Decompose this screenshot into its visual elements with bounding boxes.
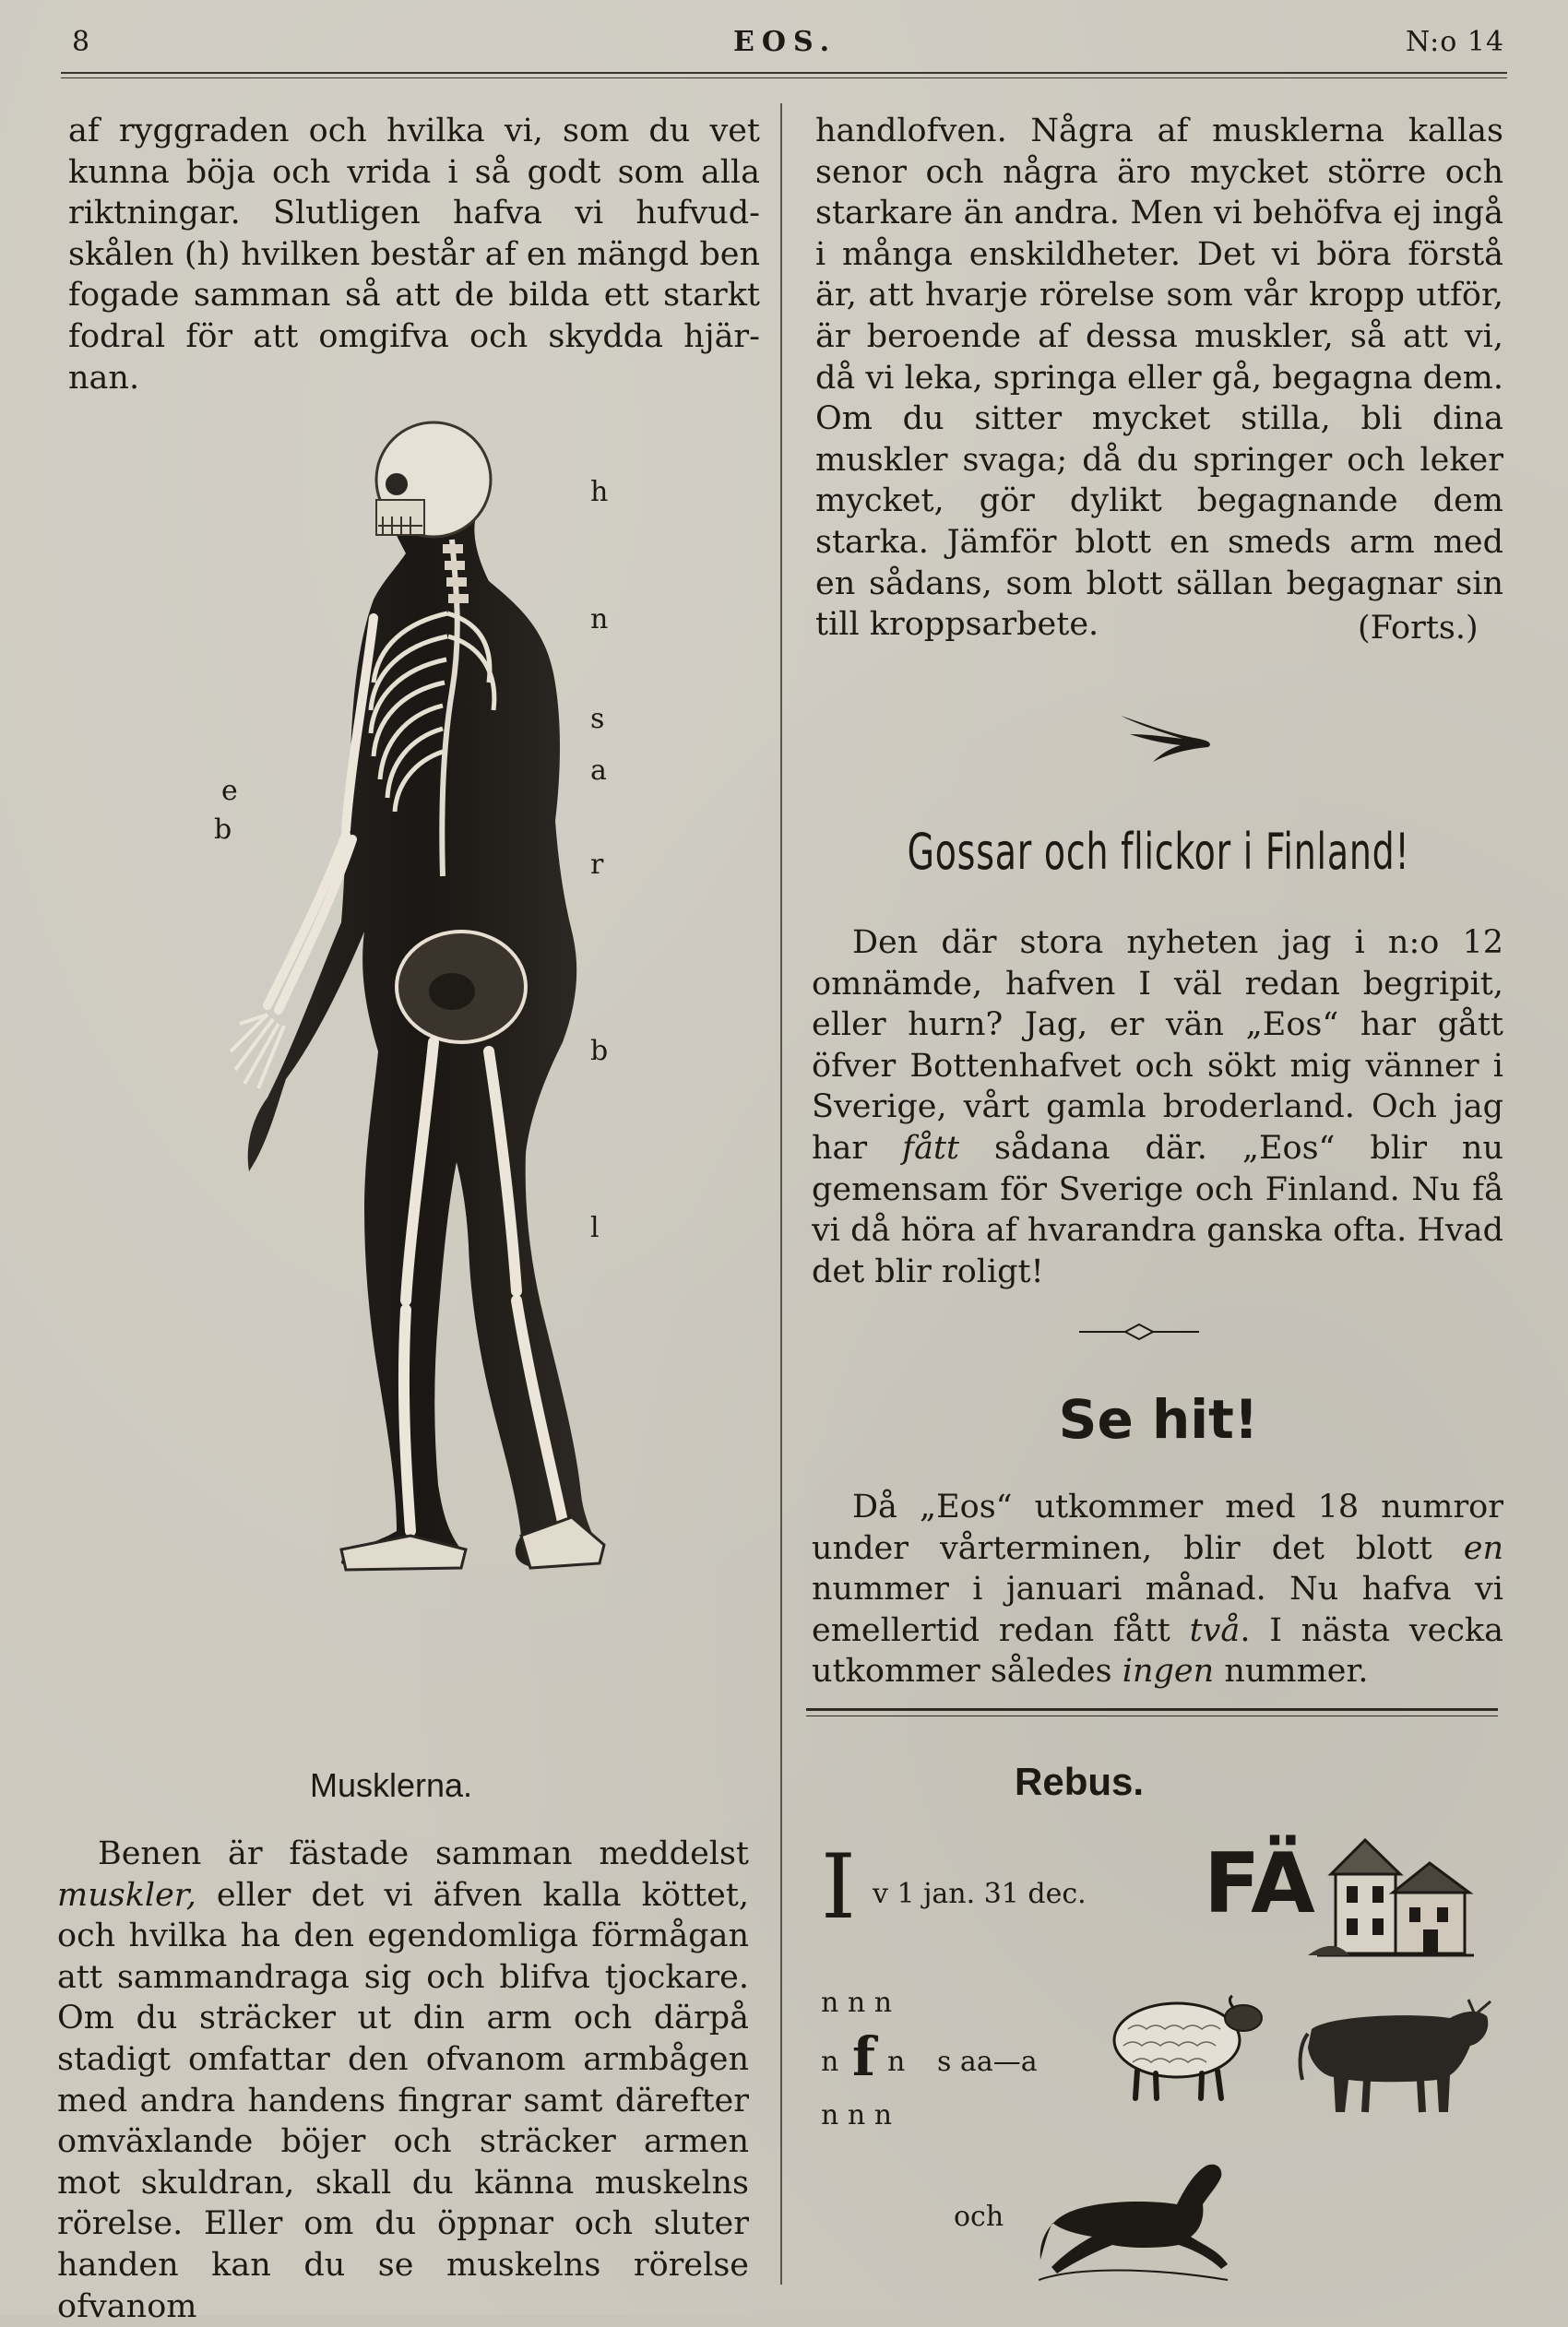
figure-label-e: e: [221, 775, 238, 807]
body-silhouette-illustration: [212, 415, 636, 1725]
rebus-n-mid-left: n: [821, 2046, 839, 2078]
text-line: kunna böja och vrida i så godt som alla: [68, 153, 760, 191]
swallow-icon: [1116, 706, 1218, 771]
rebus-f-letter: f: [852, 2025, 875, 2088]
cow-icon: [1293, 1992, 1496, 2121]
horse-icon: [1039, 2149, 1232, 2287]
rebus-fa-letters: FÄ: [1204, 1835, 1315, 1932]
text-span: Den där stora nyheten jag i n:o 12 omnämde, hafven I väl redan begripit, eller hurn? Jag, er vän „Eos“ har gått öfver Bottenhafvet och sökt mig vänner i Sverige, vårt gamla broderland. Och jag har: [812, 924, 1503, 1167]
rebus-rule: [806, 1708, 1498, 1711]
italic-word: fått: [902, 1129, 960, 1167]
rebus-saa: s aa—a: [937, 2046, 1038, 2078]
paragraph-se-hit: [812, 1487, 1503, 1692]
italic-word: en: [1463, 1529, 1503, 1567]
figure-label-h: h: [590, 476, 609, 508]
text-span: Då „Eos“ utkommer med 18 numror under vårterminen, blir det blott: [812, 1489, 1503, 1567]
finland-paragraph: [812, 922, 1503, 1292]
forts-note: (Forts.): [1358, 610, 1479, 647]
rebus-och: och: [954, 2201, 1004, 2233]
text-line: riktningar. Slutligen hafva vi hufvud-: [68, 195, 760, 232]
left-column-bottom-text: [57, 1834, 749, 2327]
figure-label-a: a: [590, 754, 607, 787]
text-line: nan.: [68, 359, 140, 397]
rebus-big-i: I: [821, 1835, 856, 1939]
section-heading-se-hit: Se hit!: [1058, 1388, 1259, 1451]
paragraph-muscles: [57, 1834, 749, 2327]
figure-label-r: r: [590, 849, 604, 881]
text-span: nummer i januari månad. Nu hafva vi emellertid redan fått: [812, 1571, 1503, 1649]
text-line: fogade samman så att de bilda ett starkt: [68, 277, 760, 315]
anatomy-figure: [212, 415, 636, 1725]
se-hit-paragraph: [812, 1487, 1503, 1692]
text-line: fodral för att omgifva och skydda hjär-: [68, 317, 760, 355]
text-span: . I nästa vecka utkommer således: [812, 1611, 1503, 1691]
italic-word: två: [1189, 1611, 1241, 1649]
figure-label-l: l: [590, 1212, 600, 1244]
text-span: Benen är fästade samman meddelst: [98, 1835, 749, 1872]
rebus-n-top: n n n: [821, 1987, 893, 2019]
page-number: 8: [72, 26, 91, 58]
figure-caption: Musklerna.: [310, 1766, 473, 1804]
paragraph-finland: [812, 922, 1503, 1292]
left-column-top-text: [68, 111, 760, 398]
right-column-continuation: [815, 111, 1503, 646]
header-rule-2: [61, 77, 1507, 78]
rebus-dates: v 1 jan. 31 dec.: [873, 1878, 1087, 1910]
column-divider: [780, 103, 782, 2285]
house-icon: [1308, 1826, 1483, 1965]
issue-number: N:o 14: [1406, 26, 1505, 58]
text-span: eller det vi äfven kalla köttet, och hvilka ha den egendomliga förmågan att sammandraga sig och blifva tjockare. Om du sträcker ut din arm och därpå stadigt omfattar den ofvanom armbågen med andra handens fingrar samt därefter omväxlande böjer och sträcker armen mot skuldran, skall du känna muskelns rörelse. Eller om du öppnar och sluter handen kan du se muskelns rörelse ofvanom: [57, 1876, 749, 2325]
paragraph-continuation: handlofven. Några af musklerna kallas senor och några äro mycket större och starkare än andra. Men vi behöfva ej ingå i många enskildheter. Det vi böra förstå är, att hvarje rörelse som vår kropp utför, är beroende af dessa muskler, så att vi, då vi leka, springa eller gå, begagna dem. Om du sitter mycket stilla, bli dina muskler svaga; då du springer och leker mycket, gör dylikt begagnande dem starka. Jämför blott en smeds arm med en sådans, som blott sällan begagnar sin till kroppsarbete.: [815, 113, 1503, 644]
italic-word: ingen: [1122, 1653, 1215, 1691]
text-span: sådana där. „Eos“ blir nu gemensam för Sverige och Finland. Nu få vi då höra af hvarandra ganska ofta. Hvad det blir roligt!: [812, 1129, 1503, 1290]
italic-word: muskler,: [57, 1876, 196, 1914]
rebus-title: Rebus.: [1015, 1760, 1145, 1803]
publication-title: EOS.: [733, 26, 837, 58]
rebus-n-bottom: n n n: [821, 2099, 893, 2131]
sheep-icon: [1105, 1983, 1266, 2103]
text-line: skålen (h) hvilken består af en mängd ben: [68, 235, 760, 273]
rebus-n-mid-right: n: [887, 2046, 906, 2078]
figure-label-n: n: [590, 603, 609, 635]
ornament-divider: [1079, 1321, 1199, 1343]
section-heading-finland: Gossar och flickor i Finland!: [907, 823, 1410, 881]
figure-label-b-upper: b: [214, 813, 232, 846]
figure-label-b-lower: b: [590, 1035, 609, 1067]
text-line: af ryggraden och hvilka vi, som du vet: [68, 113, 760, 149]
figure-label-s: s: [590, 703, 605, 735]
text-span: nummer.: [1214, 1653, 1369, 1691]
header-rule: [61, 72, 1507, 74]
